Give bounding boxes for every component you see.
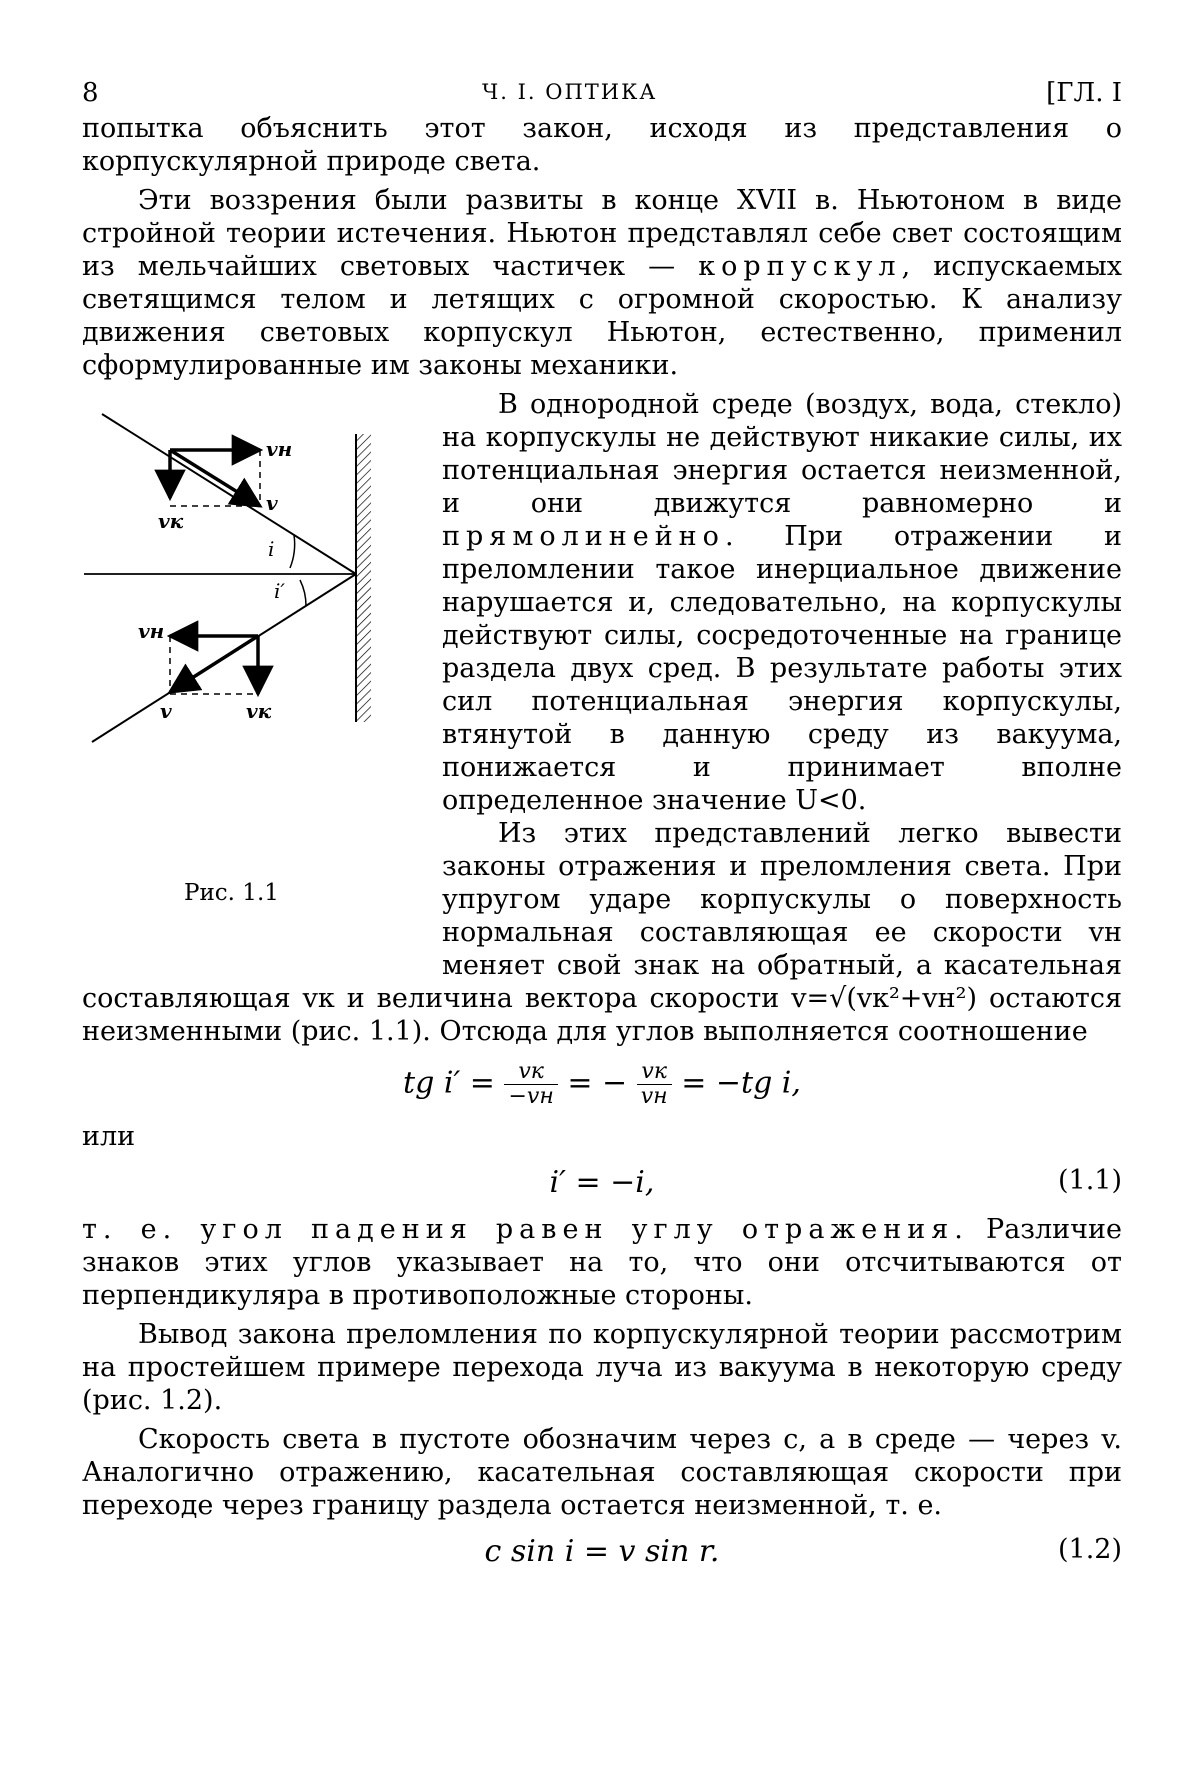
eq-frac-2-num: vк — [637, 1060, 672, 1085]
figure-1-1 — [74, 392, 424, 952]
eq-1-2-number: (1.2) — [1058, 1534, 1122, 1565]
label-bottom-vk: vк — [246, 699, 272, 723]
eq-frac-2-den: vн — [637, 1085, 672, 1109]
paragraph-5-text-b: Различие знаков этих углов указывает на то, что они отсчитываются от перпендикуляра в противоположные стороны. — [82, 1214, 1122, 1311]
emphasis-rectilinear: прямолинейно — [442, 521, 725, 552]
running-header — [82, 66, 1122, 112]
eq-frac-1-den: −vн — [504, 1085, 557, 1109]
eq-1-1-body: i′ = −i, — [82, 1165, 1122, 1200]
paragraph-5 — [82, 1213, 1122, 1312]
equation-1-1 — [82, 1153, 1122, 1213]
book-page — [82, 66, 1122, 1582]
equation-1-2 — [82, 1522, 1122, 1582]
label-angle-i: i — [268, 537, 274, 561]
mirror-hatching — [357, 434, 371, 722]
bottom-v-arrow — [170, 636, 258, 692]
emphasis-law-reflection: т. е. угол падения равен углу отражения. — [82, 1214, 969, 1245]
incident-ray — [102, 414, 356, 574]
eq-tg-right: = −tg i, — [681, 1066, 801, 1101]
section-marker: [ГЛ. I — [1046, 78, 1122, 108]
paragraph-6: Вывод закона преломления по корпускулярной теории рассмотрим на простейшем примере перехода луча из вакуума в некоторую среду (рис. 1.2). — [82, 1318, 1122, 1417]
chapter-title: Ч. I. ОПТИКА — [482, 80, 657, 104]
eq-frac-2 — [637, 1060, 672, 1109]
angle-arc-i-prime — [300, 580, 306, 606]
page-number: 8 — [82, 78, 99, 108]
paragraph-2-text-b: , испускаемых светящимся телом и летящих с огромной скоростью. К анализу движения световых корпускул Ньютон, естественно, применил сформулированные им законы механики. — [82, 251, 1122, 381]
label-bottom-v: v — [160, 699, 172, 723]
paragraph-7: Скорость света в пустоте обозначим через c, а в среде — через v. Аналогично отражению, касательная составляющая скорости при переходе через границу раздела остается неизменной, т. е. — [82, 1423, 1122, 1522]
label-bottom-vn: vн — [138, 619, 164, 643]
top-v-arrow — [170, 450, 260, 506]
paragraph-2-text-a: Эти воззрения были развиты в конце XVII в. Ньютоном в виде стройной теории истечения. Ньютон представлял себе свет состоящим из мельчайших световых частичек — — [82, 185, 1122, 282]
or-word: или — [82, 1120, 1122, 1153]
eq-1-2-body: c sin i = v sin r. — [82, 1534, 1122, 1569]
figure-caption: Рис. 1.1 — [184, 880, 279, 906]
eq-tg-left: tg i′ = — [403, 1066, 495, 1101]
label-angle-i-prime: i′ — [274, 579, 285, 603]
reflection-diagram — [74, 392, 424, 932]
label-top-vk: vк — [158, 509, 184, 533]
paragraph-3-text-a: В однородной среде (воздух, вода, стекло) на корпускулы не действуют никакие силы, их потенциальная энергия остается неизменной, и они движутся равномерно и — [442, 389, 1122, 519]
angle-arc-i — [290, 535, 295, 568]
eq-frac-1 — [504, 1060, 557, 1109]
paragraph-1: попытка объяснить этот закон, исходя из представления о корпускулярной природе света. — [82, 112, 1122, 178]
equation-tangent — [82, 1048, 1122, 1120]
paragraph-4: Из этих представлений легко вывести законы отражения и преломления света. При упругом ударе корпускулы о поверхность нормальная составляющая ее скорости vн меняет свой знак на обратный, а касательная составляющая vк и величина вектора скорости v=√(vк²+vн²) остаются неизменными (рис. 1.1). Отсюда для углов выполняется соотношение — [82, 817, 1122, 1048]
paragraph-2 — [82, 184, 1122, 382]
emphasis-corpuscles: корпускул — [698, 251, 901, 282]
eq-tg-mid: = − — [567, 1066, 627, 1101]
eq-1-1-number: (1.1) — [1058, 1165, 1122, 1196]
paragraph-3-text-b: . При отражении и преломлении такое инерциальное движение нарушается и, следовательно, на корпускулы действуют силы, сосредоточенные на границе раздела двух сред. В результате работы этих сил потенциальная энергия корпускулы, втянутой в данную среду из вакуума, понижается и принимает вполне определенное значение U<0. — [442, 521, 1122, 816]
label-top-vn: vн — [266, 437, 292, 461]
label-top-v: v — [266, 491, 278, 515]
eq-frac-1-num: vк — [504, 1060, 557, 1085]
